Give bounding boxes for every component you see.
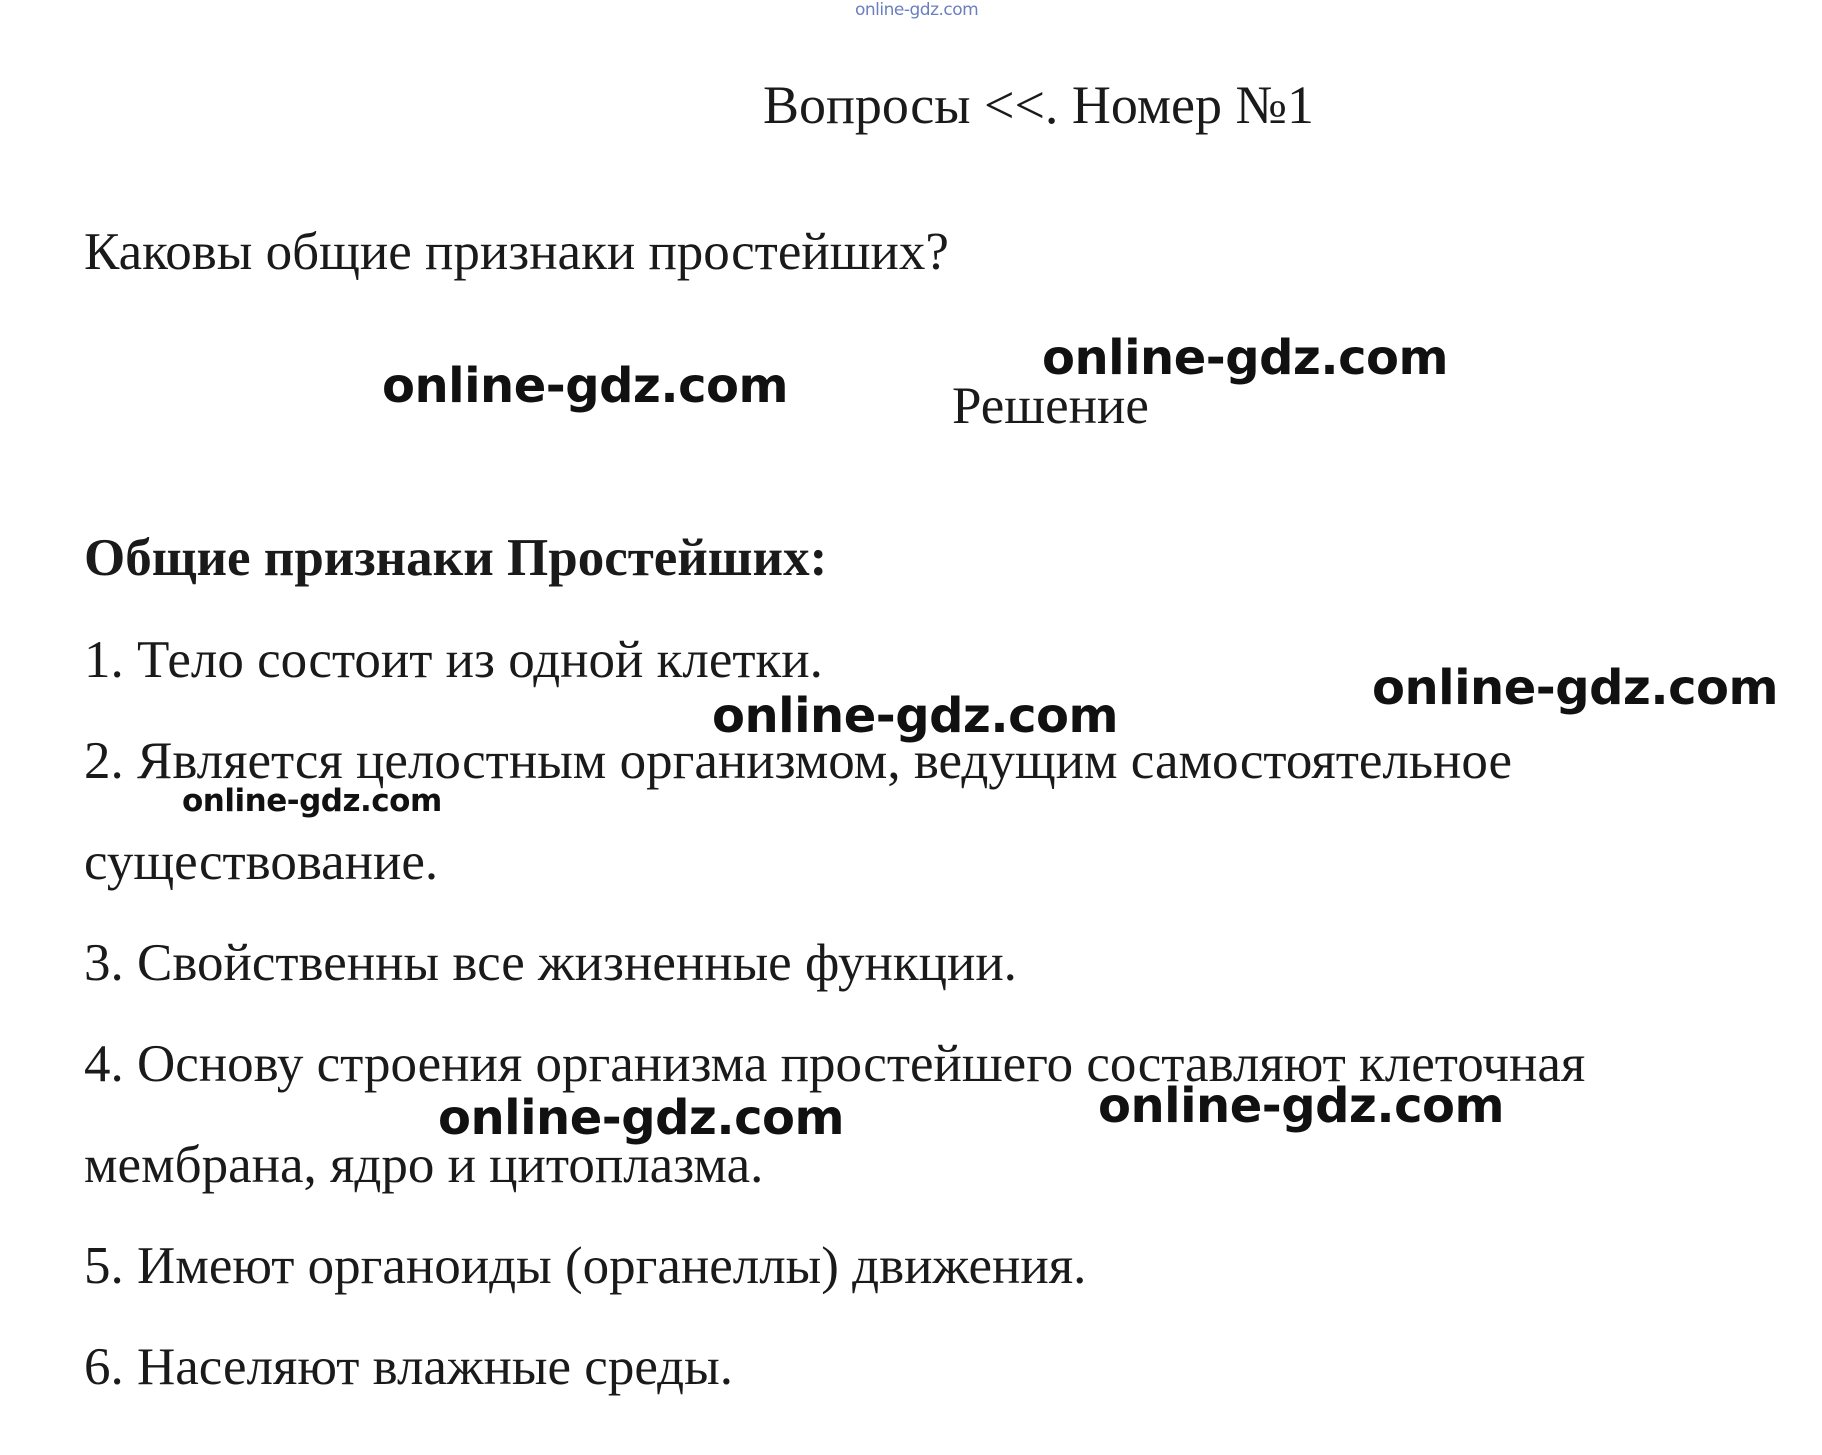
watermark: online-gdz.com — [1098, 1078, 1505, 1134]
answer-line: 2. Является целостным организмом, ведущим самостоятельное — [84, 732, 1513, 790]
watermark: online-gdz.com — [712, 688, 1119, 744]
solution-label: Решение — [952, 377, 1149, 435]
answer-line: 4. Основу строения организма простейшего составляют клеточная — [84, 1035, 1586, 1093]
answer-line: мембрана, ядро и цитоплазма. — [84, 1136, 764, 1194]
question-text: Каковы общие признаки простейших? — [84, 223, 949, 281]
watermark: online-gdz.com — [1042, 330, 1449, 386]
answer-line: 5. Имеют органоиды (органеллы) движения. — [84, 1237, 1087, 1295]
answer-line: 1. Тело состоит из одной клетки. — [84, 631, 823, 689]
page-title: Вопросы <<. Номер №1 — [763, 75, 1315, 135]
watermark: online-gdz.com — [382, 358, 789, 414]
answer-line: существование. — [84, 833, 439, 891]
answer-heading: Общие признаки Простейших: — [84, 529, 828, 587]
answer-line: 3. Свойственны все жизненные функции. — [84, 934, 1017, 992]
watermark: online-gdz.com — [438, 1090, 845, 1146]
answer-line: 6. Населяют влажные среды. — [84, 1338, 733, 1396]
watermark: online-gdz.com — [182, 783, 442, 819]
top-watermark: online-gdz.com — [855, 0, 979, 20]
watermark: online-gdz.com — [1372, 660, 1779, 716]
